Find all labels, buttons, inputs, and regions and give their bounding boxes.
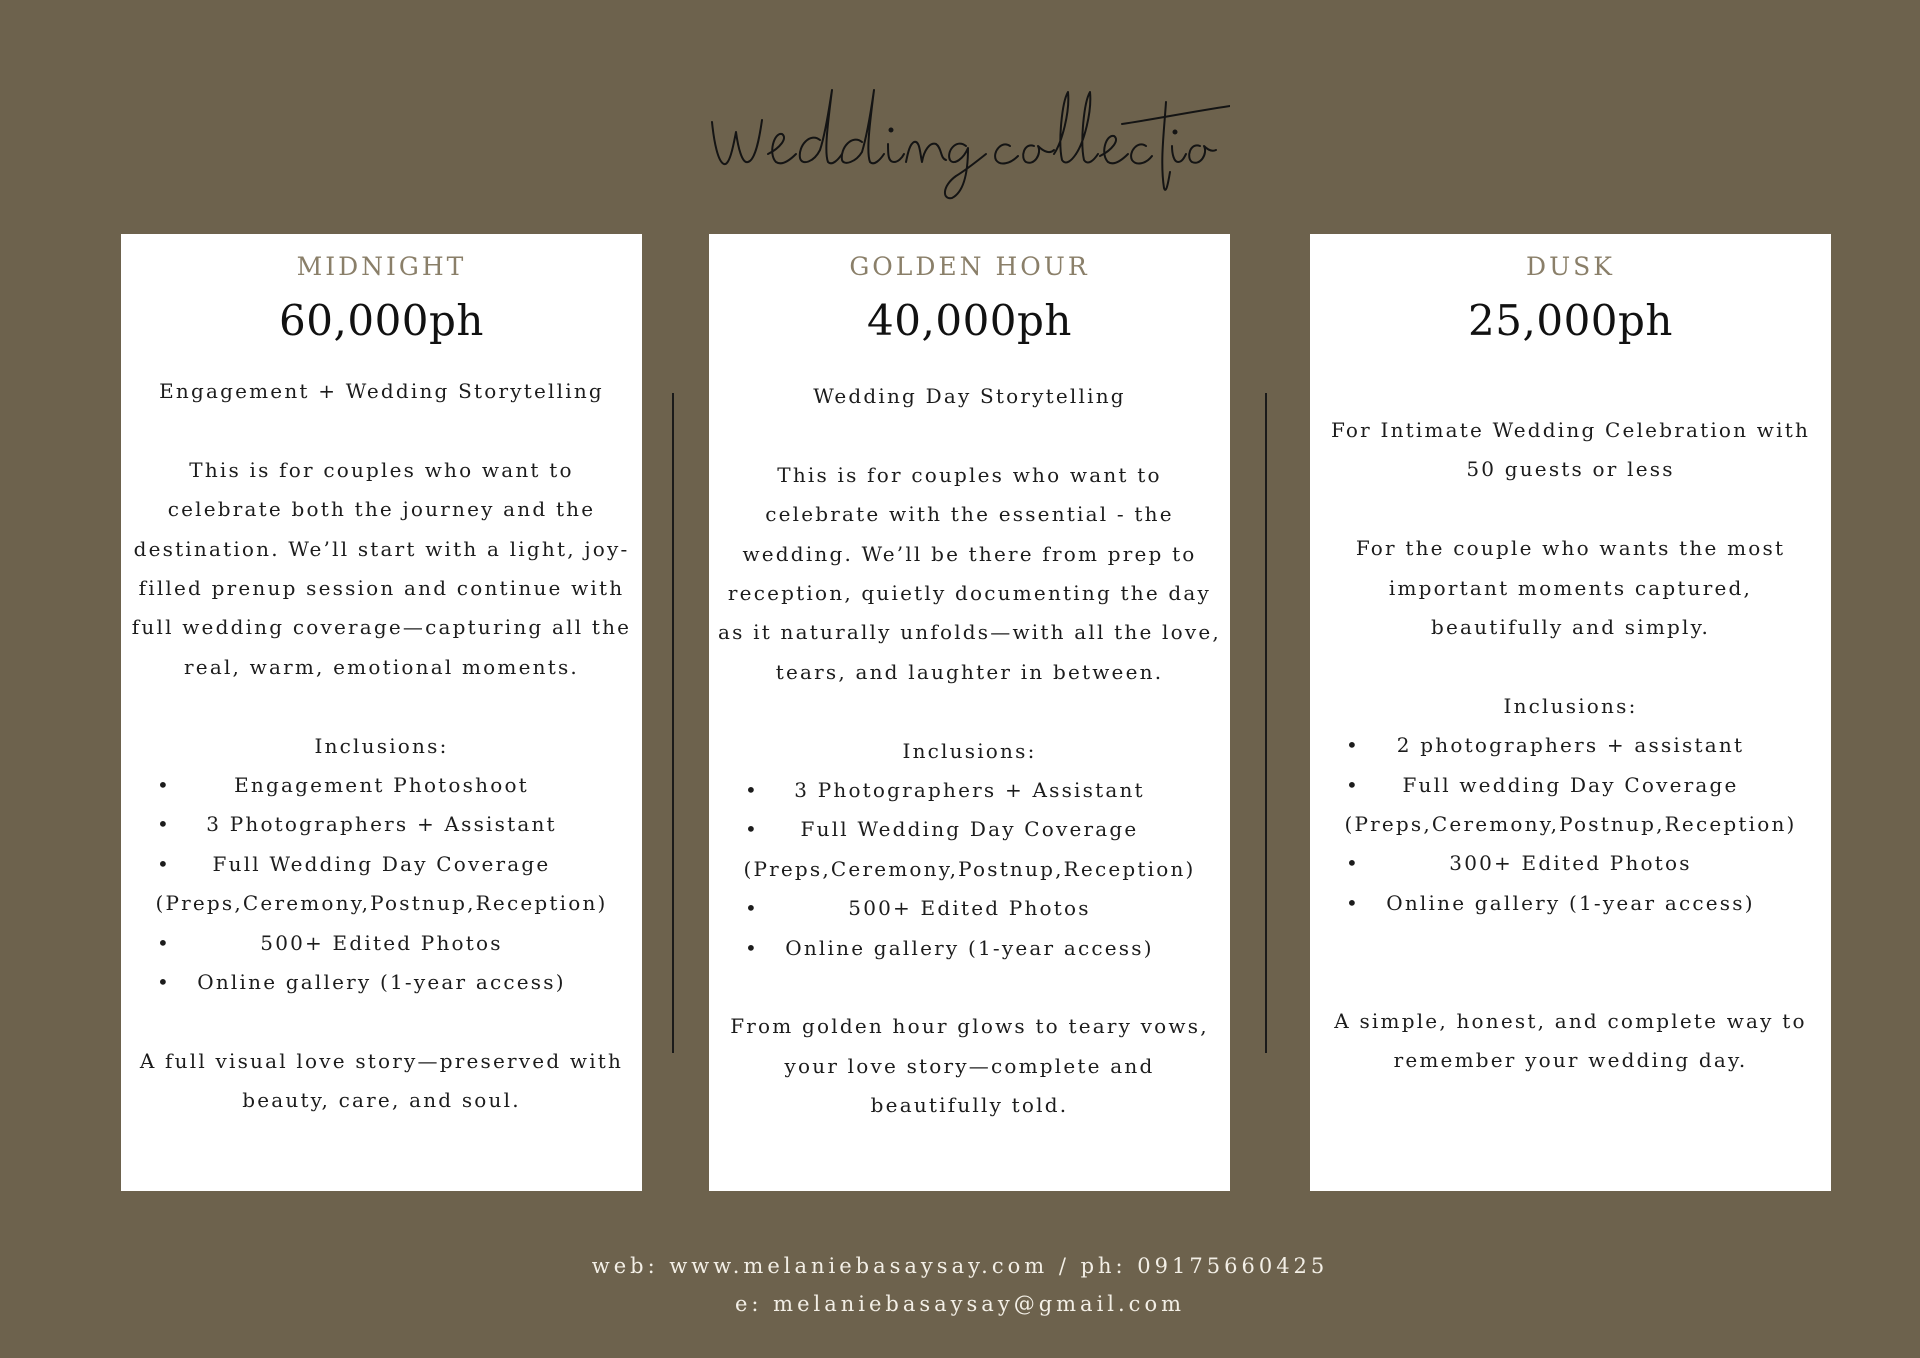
bullet-icon: • (1346, 772, 1360, 797)
package-card-golden-hour (709, 234, 1230, 1191)
package-subtitle: Wedding Day Storytelling (813, 384, 1126, 408)
description-line: celebrate with the essential - the (765, 502, 1174, 527)
list-item (709, 889, 1230, 928)
inclusion-text: Full Wedding Day Coverage (212, 851, 551, 876)
description-line: tears, and laughter in between. (775, 659, 1164, 684)
package-name: MIDNIGHT (296, 252, 467, 281)
list-item (709, 771, 1230, 810)
bullet-icon: • (745, 778, 759, 803)
bullet-icon: • (157, 773, 171, 798)
inclusions-label: Inclusions: (902, 738, 1037, 763)
inclusion-text: Full Wedding Day Coverage (800, 817, 1139, 842)
description-line: This is for couples who want to (189, 457, 574, 482)
bullet-icon: • (157, 930, 171, 955)
bullet-icon: • (745, 935, 759, 960)
list-item (121, 805, 642, 844)
description-line: destination. We’ll start with a light, joy- (133, 536, 630, 561)
inclusion-continuation: (Preps,Ceremony,Postnup,Reception) (155, 891, 608, 916)
description-line: as it naturally unfolds—with all the love, (718, 620, 1221, 645)
list-item (121, 766, 642, 805)
list-item (709, 929, 1230, 968)
inclusion-continuation: (Preps,Ceremony,Postnup,Reception) (743, 856, 1196, 881)
list-item (1310, 884, 1831, 923)
inclusion-text: 300+ Edited Photos (1449, 851, 1692, 876)
closing-line: beauty, care, and soul. (242, 1088, 521, 1113)
package-name: DUSK (1526, 252, 1615, 281)
footer-contact-web-phone: web: www.melaniebasaysay.com / ph: 09175660425 (591, 1254, 1329, 1278)
package-price: 25,000ph (1468, 296, 1673, 345)
inclusion-text: Online gallery (1-year access) (197, 970, 566, 995)
bullet-icon: • (157, 851, 171, 876)
inclusion-text: Engagement Photoshoot (234, 773, 529, 798)
description-line: For the couple who wants the most (1355, 536, 1786, 561)
bullet-icon: • (157, 970, 171, 995)
description-line: filled prenup session and continue with (138, 576, 625, 601)
bullet-icon: • (1346, 733, 1360, 758)
package-name: GOLDEN HOUR (849, 252, 1090, 281)
package-price: 60,000ph (279, 296, 484, 345)
package-body (121, 372, 642, 1121)
inclusion-text: 500+ Edited Photos (848, 896, 1091, 921)
closing-line: beautifully told. (870, 1093, 1069, 1118)
description-line: reception, quietly documenting the day (727, 581, 1212, 606)
inclusion-text: 3 Photographers + Assistant (206, 812, 557, 837)
description-line: This is for couples who want to (777, 462, 1162, 487)
description-line: wedding. We’ll be there from prep to (742, 541, 1197, 566)
description-line: real, warm, emotional moments. (184, 654, 579, 679)
inclusions-label: Inclusions: (314, 733, 449, 758)
inclusion-text: Online gallery (1-year access) (1386, 890, 1755, 915)
inclusion-text: Online gallery (1-year access) (785, 935, 1154, 960)
inclusion-text: 2 photographers + assistant (1396, 733, 1745, 758)
package-subtitle: For Intimate Wedding Celebration with (1330, 418, 1811, 442)
inclusion-text: 500+ Edited Photos (260, 930, 503, 955)
script-title-logo (690, 62, 1230, 202)
closing-line: A simple, honest, and complete way to (1334, 1009, 1807, 1034)
description-line: celebrate both the journey and the (167, 497, 596, 522)
bullet-icon: • (157, 812, 171, 837)
description-line: beautifully and simply. (1431, 615, 1710, 640)
vertical-divider (672, 393, 674, 1053)
list-item (1310, 726, 1831, 765)
closing-line: your love story—complete and (784, 1053, 1155, 1078)
description-line: full wedding coverage—capturing all the (131, 615, 632, 640)
package-subtitle: 50 guests or less (1466, 457, 1675, 482)
closing-line: A full visual love story—preserved with (139, 1048, 624, 1073)
list-item (1310, 766, 1831, 805)
bullet-icon: • (745, 817, 759, 842)
bullet-icon: • (1346, 890, 1360, 915)
package-body (709, 377, 1230, 1126)
bullet-icon: • (745, 896, 759, 921)
package-price: 40,000ph (867, 296, 1072, 345)
package-card-midnight (121, 234, 642, 1191)
vertical-divider (1265, 393, 1267, 1053)
package-subtitle: Engagement + Wedding Storytelling (159, 379, 604, 403)
closing-line: From golden hour glows to teary vows, (730, 1014, 1209, 1039)
closing-line: remember your wedding day. (1393, 1048, 1748, 1073)
inclusion-text: 3 Photographers + Assistant (794, 778, 1145, 803)
footer-contact-email: e: melaniebasaysay@gmail.com (734, 1292, 1185, 1316)
list-item (709, 810, 1230, 849)
list-item (121, 924, 642, 963)
bullet-icon: • (1346, 851, 1360, 876)
inclusion-continuation: (Preps,Ceremony,Postnup,Reception) (1344, 812, 1797, 837)
page-title (0, 62, 1920, 202)
inclusion-text: Full wedding Day Coverage (1402, 772, 1739, 797)
description-line: important moments captured, (1388, 575, 1753, 600)
list-item (1310, 844, 1831, 883)
package-card-dusk (1310, 234, 1831, 1191)
list-item (121, 963, 642, 1002)
list-item (121, 845, 642, 884)
inclusions-label: Inclusions: (1503, 693, 1638, 718)
package-body (1310, 411, 1831, 1081)
